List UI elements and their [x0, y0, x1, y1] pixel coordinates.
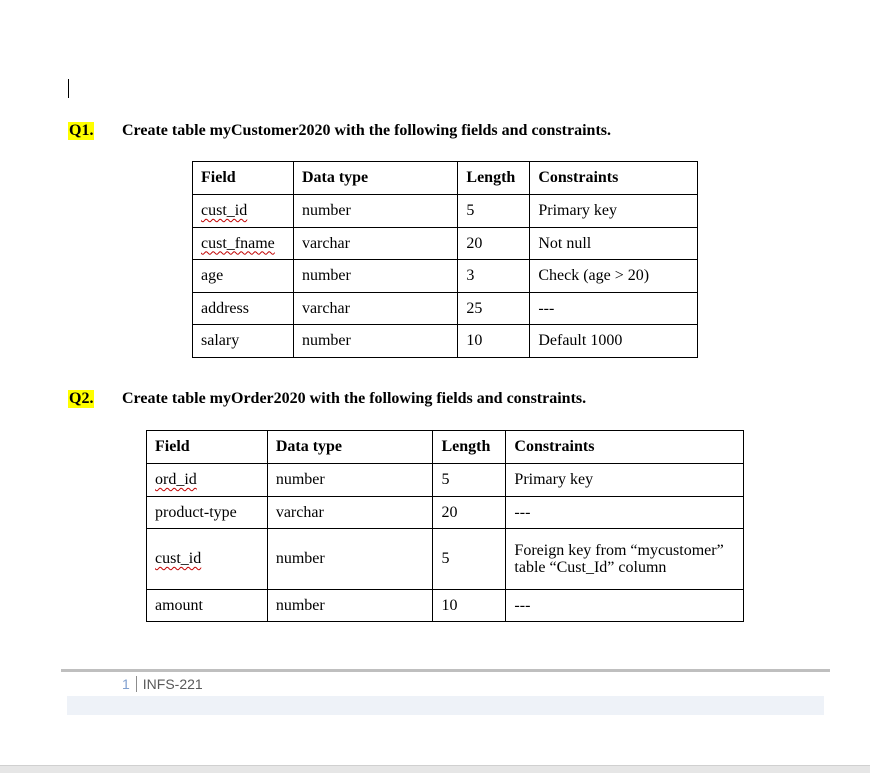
text-cursor	[68, 79, 69, 98]
question-2-number: Q2.	[69, 390, 94, 407]
question-2-heading	[68, 390, 587, 408]
header-constraints: Constraints	[506, 431, 744, 464]
page-number: 1	[122, 676, 137, 692]
cell-length: 3	[458, 260, 530, 293]
header-field: Field	[147, 431, 268, 464]
footer-divider	[61, 669, 830, 672]
cell-data-type: number	[293, 325, 457, 358]
cell-data-type: number	[267, 464, 433, 497]
cell-constraints: Not null	[530, 228, 698, 260]
table-row	[193, 293, 698, 325]
cell-field: product-type	[147, 497, 268, 529]
table-row	[147, 464, 744, 497]
cell-length: 5	[458, 195, 530, 228]
cell-data-type: number	[293, 260, 457, 293]
table-row	[147, 529, 744, 590]
cell-field: cust_id	[147, 529, 268, 590]
table-header-row	[193, 162, 698, 195]
cell-length: 20	[433, 497, 506, 529]
order-table	[146, 430, 744, 622]
cell-field: age	[193, 260, 294, 293]
table-row	[193, 195, 698, 228]
header-constraints: Constraints	[530, 162, 698, 195]
footer-area[interactable]	[67, 696, 824, 715]
table-row	[193, 260, 698, 293]
page-footer	[122, 676, 203, 692]
cell-data-type: varchar	[293, 228, 457, 260]
header-length: Length	[433, 431, 506, 464]
question-1-text: Create table myCustomer2020 with the following fields and constraints.	[122, 122, 612, 139]
footer-text: INFS-221	[142, 676, 203, 692]
customer-table	[192, 161, 698, 358]
cell-length: 20	[458, 228, 530, 260]
table-row	[147, 590, 744, 622]
cell-length: 10	[433, 590, 506, 622]
cell-data-type: number	[267, 529, 433, 590]
cell-data-type: number	[267, 590, 433, 622]
cell-field: ord_id	[147, 464, 268, 497]
cell-field: amount	[147, 590, 268, 622]
table-row	[193, 228, 698, 260]
cell-constraints: Check (age > 20)	[530, 260, 698, 293]
cell-data-type: varchar	[267, 497, 433, 529]
cell-field: salary	[193, 325, 294, 358]
header-field: Field	[193, 162, 294, 195]
header-data-type: Data type	[267, 431, 433, 464]
cell-constraints: ---	[506, 497, 744, 529]
cell-length: 25	[458, 293, 530, 325]
header-data-type: Data type	[293, 162, 457, 195]
header-length: Length	[458, 162, 530, 195]
cell-constraints: Default 1000	[530, 325, 698, 358]
cell-field: address	[193, 293, 294, 325]
cell-field: cust_fname	[193, 228, 294, 260]
cell-length: 5	[433, 529, 506, 590]
question-2-text: Create table myOrder2020 with the following fields and constraints.	[122, 390, 587, 407]
cell-field: cust_id	[193, 195, 294, 228]
cell-length: 10	[458, 325, 530, 358]
table-row	[147, 497, 744, 529]
cell-data-type: number	[293, 195, 457, 228]
question-1-heading	[68, 122, 612, 140]
cell-constraints: Primary key	[506, 464, 744, 497]
table-header-row	[147, 431, 744, 464]
cell-constraints: ---	[530, 293, 698, 325]
cell-constraints: Primary key	[530, 195, 698, 228]
question-1-number: Q1.	[69, 122, 94, 139]
cell-length: 5	[433, 464, 506, 497]
table-row	[193, 325, 698, 358]
cell-data-type: varchar	[293, 293, 457, 325]
cell-constraints: Foreign key from “mycustomer” table “Cust_Id” column	[506, 529, 744, 590]
cell-constraints: ---	[506, 590, 744, 622]
